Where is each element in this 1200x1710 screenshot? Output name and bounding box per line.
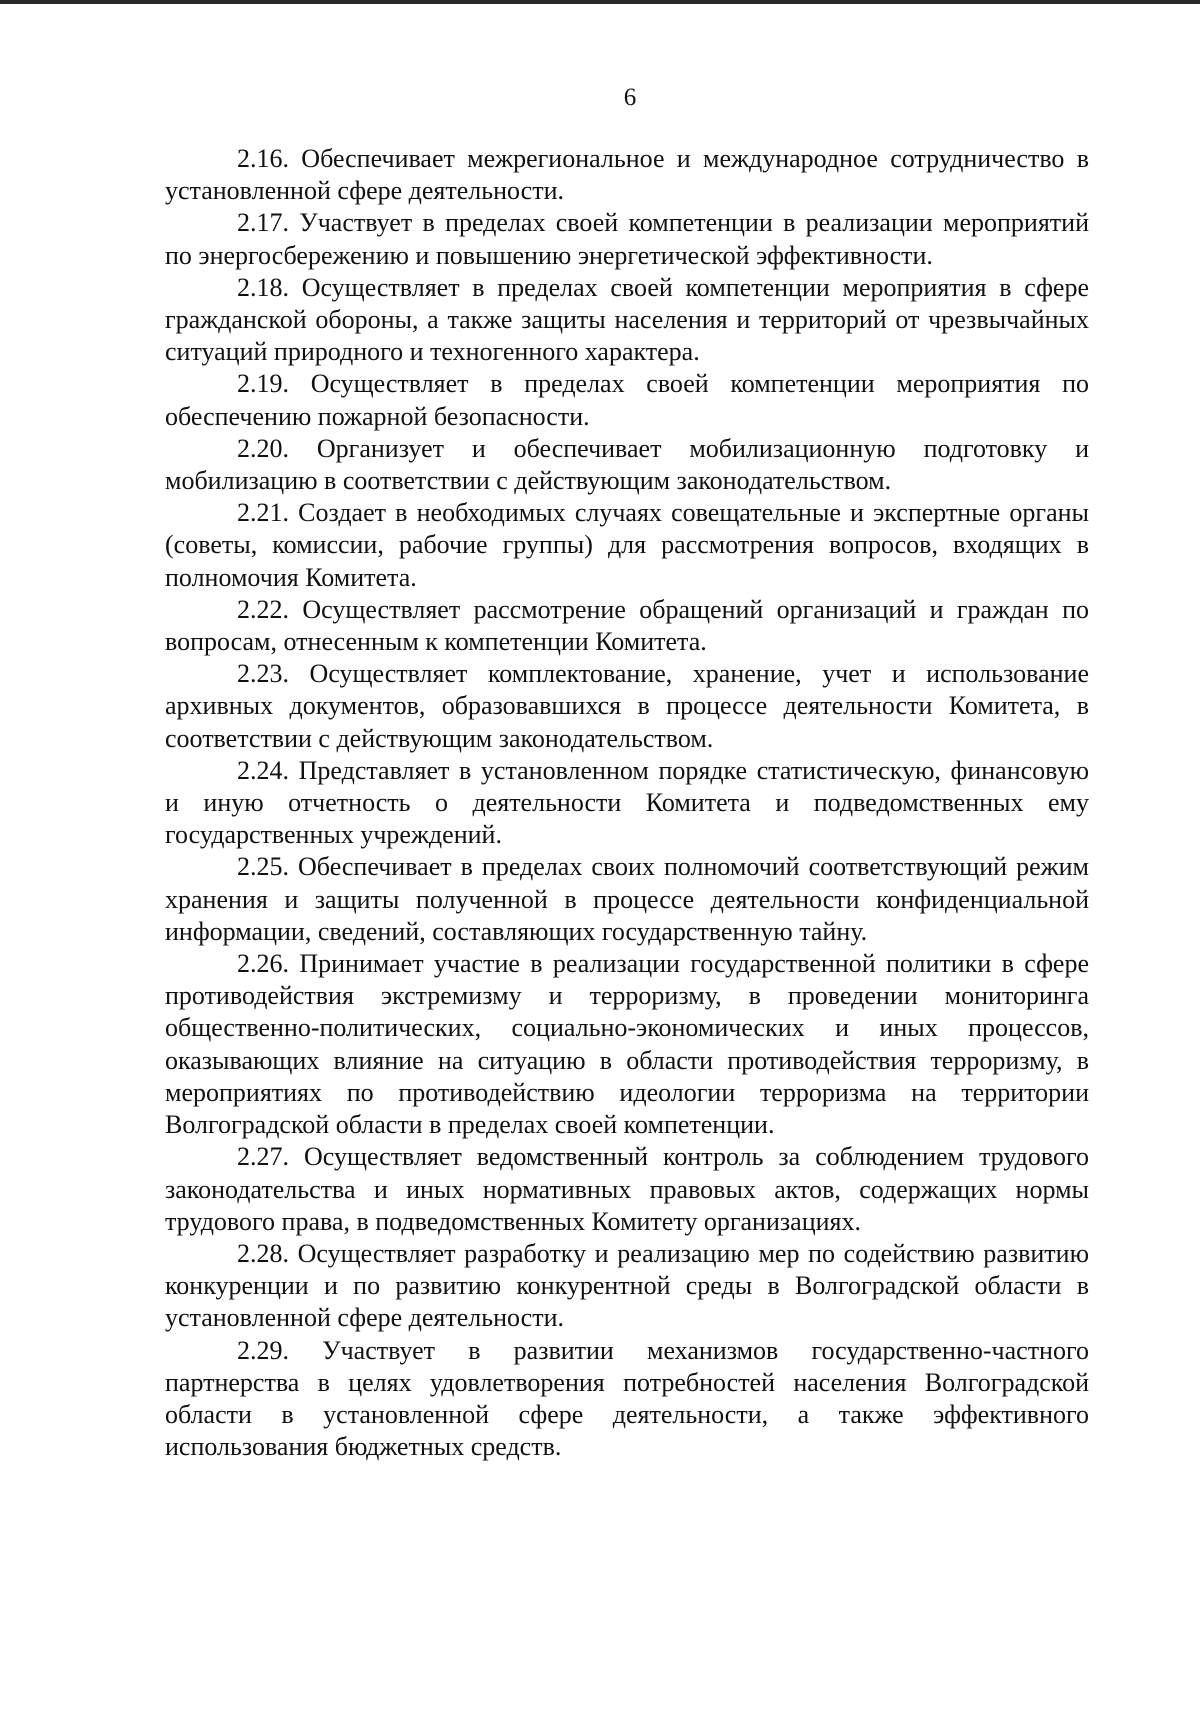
paragraph-2-24: 2.24. Представляет в установленном порядке статистическую, финансовую и иную отчетность о деятельности Комитета и подведомственных ему государственных учреждений. — [165, 755, 1089, 850]
paragraph-2-16: 2.16. Обеспечивает межрегиональное и международное сотрудничество в установленной сфере деятельности. — [165, 144, 1089, 206]
paragraph-2-18: 2.18. Осуществляет в пределах своей компетенции мероприятия в сфере гражданской обороны, а также защиты населения и территорий от чрезвычайных ситуаций природного и техногенного характера. — [165, 272, 1089, 367]
paragraph-2-27: 2.27. Осуществляет ведомственный контроль за соблюдением трудового законодательства и иных нормативных правовых актов, содержащих нормы трудового права, в подведомственных Комитету организациях. — [165, 1142, 1089, 1236]
paragraph-2-25: 2.25. Обеспечивает в пределах своих полномочий соответствующий режим хранения и защиты полученной в процессе деятельности конфиденциальной информации, сведений, составляющих государственную тайну. — [165, 852, 1089, 946]
paragraph-2-19: 2.19. Осуществляет в пределах своей компетенции мероприятия по обеспечению пожарной безопасности. — [165, 369, 1089, 431]
scan-top-edge — [0, 0, 1200, 4]
paragraph-2-21: 2.21. Создает в необходимых случаях совещательные и экспертные органы (советы, комиссии, рабочие группы) для рассмотрения вопросов, входящих в полномочия Комитета. — [165, 498, 1089, 592]
paragraph-2-23: 2.23. Осуществляет комплектование, хранение, учет и использование архивных документов, образовавшихся в процессе деятельности Комитета, в соответствии с действующим законодательством. — [165, 659, 1089, 753]
page-number: 6 — [623, 84, 637, 111]
paragraph-2-17: 2.17. Участвует в пределах своей компетенции в реализации мероприятий по энергосбережению и повышению энергетической эффективности. — [165, 208, 1089, 270]
document-body — [165, 143, 1089, 1463]
paragraph-2-29: 2.29. Участвует в развитии механизмов государственно-частного партнерства в целях удовлетворения потребностей населения Волгоградской области в установленной сфере деятельности, а также эффективного использования бюджетных средств. — [165, 1335, 1089, 1462]
paragraph-2-26: 2.26. Принимает участие в реализации государственной политики в сфере противодействия экстремизму и терроризму, в проведении мониторинга общественно-политических, социально-экономических и иных процессов, оказывающих влияние на ситуацию в области противодействия терроризму, в мероприятиях по противодействию идеологии терроризма на территории Волгоградской области в пределах своей компетенции. — [165, 949, 1089, 1140]
paragraph-2-20: 2.20. Организует и обеспечивает мобилизационную подготовку и мобилизацию в соответствии с действующим законодательством. — [165, 433, 1089, 496]
paragraph-2-28: 2.28. Осуществляет разработку и реализацию мер по содействию развитию конкуренции и по развитию конкурентной среды в Волгоградской области в установленной сфере деятельности. — [165, 1238, 1089, 1333]
paragraph-2-22: 2.22. Осуществляет рассмотрение обращений организаций и граждан по вопросам, отнесенным к компетенции Комитета. — [165, 594, 1089, 657]
